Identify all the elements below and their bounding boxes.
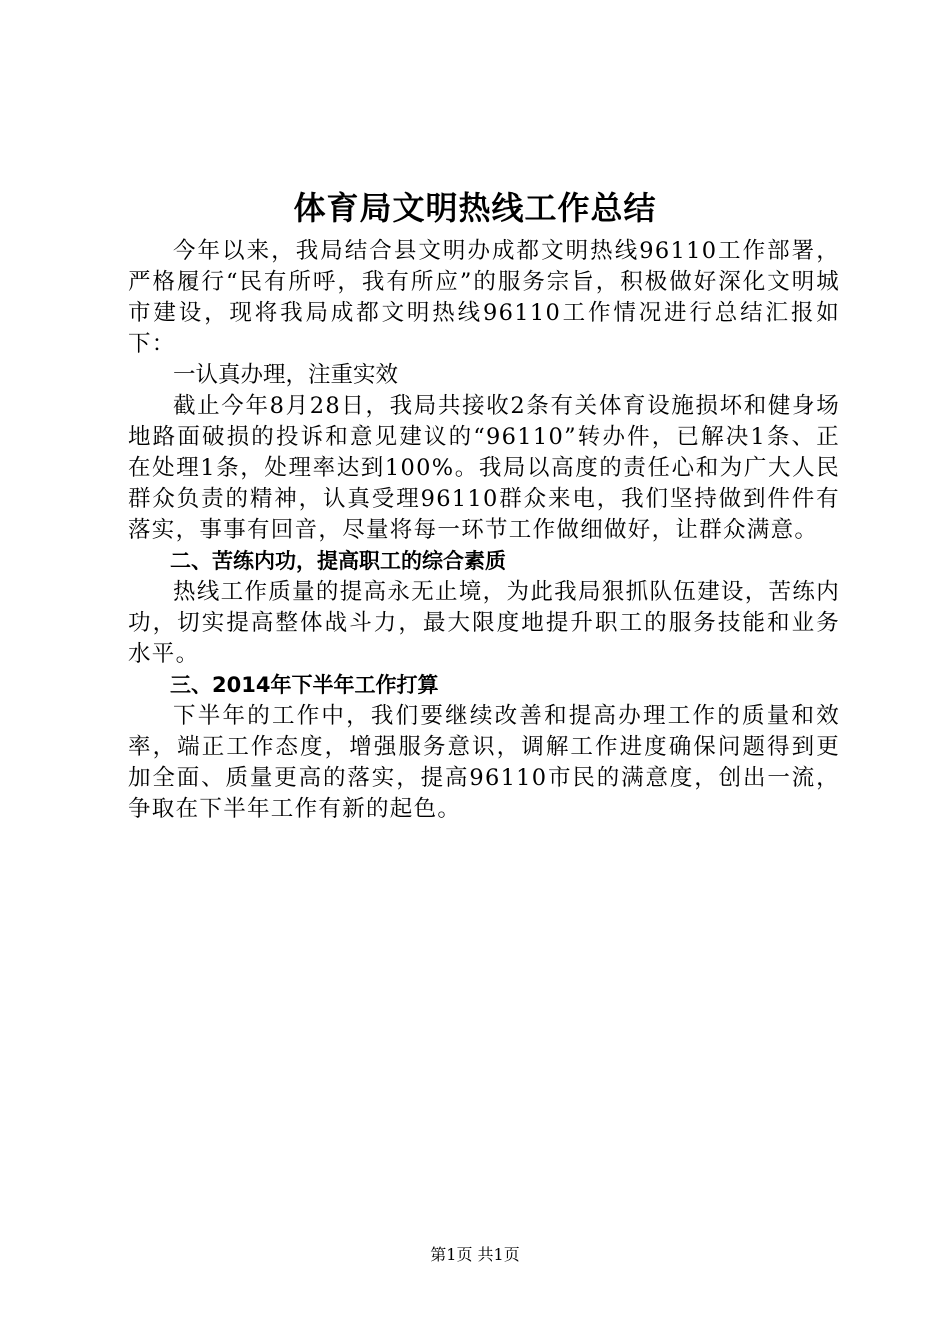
page-number-footer: 第1页 共1页 — [430, 1245, 520, 1264]
section-3-paragraph: 下半年的工作中，我们要继续改善和提高办理工作的质量和效率，端正工作态度，增强服务意识，调解工作进度确保问题得到更加全面、质量更高的落实，提高96110市民的满意度，创出一流，争取在下半年工作有新的起色。 — [128, 703, 840, 822]
section-heading-2: 二、苦练内功，提高职工的综合素质 — [170, 549, 506, 573]
section-1-paragraph: 截止今年8月28日，我局共接收2条有关体育设施损坏和健身场地路面破损的投诉和意见建议的“96110”转办件，已解决1条、正在处理1条，处理率达到100%。我局以高度的责任心和为广大人民群众负责的精神，认真受理96110群众来电，我们坚持做到件件有落实，事事有回音，尽量将每一环节工作做细做好，让群众满意。 — [128, 393, 840, 543]
intro-paragraph: 今年以来，我局结合县文明办成都文明热线96110工作部署，严格履行“民有所呼，我有所应”的服务宗旨，积极做好深化文明城市建设，现将我局成都文明热线96110工作情况进行总结汇报如下： — [128, 238, 840, 357]
document-body — [128, 236, 840, 825]
document-title: 体育局文明热线工作总结 — [293, 189, 657, 227]
section-2-paragraph: 热线工作质量的提高永无止境，为此我局狠抓队伍建设，苦练内功，切实提高整体战斗力，最大限度地提升职工的服务技能和业务水平。 — [128, 579, 840, 667]
section-heading-1: 一认真办理，注重实效 — [173, 362, 399, 388]
section-heading-3: 三、2014年下半年工作打算 — [170, 673, 439, 697]
